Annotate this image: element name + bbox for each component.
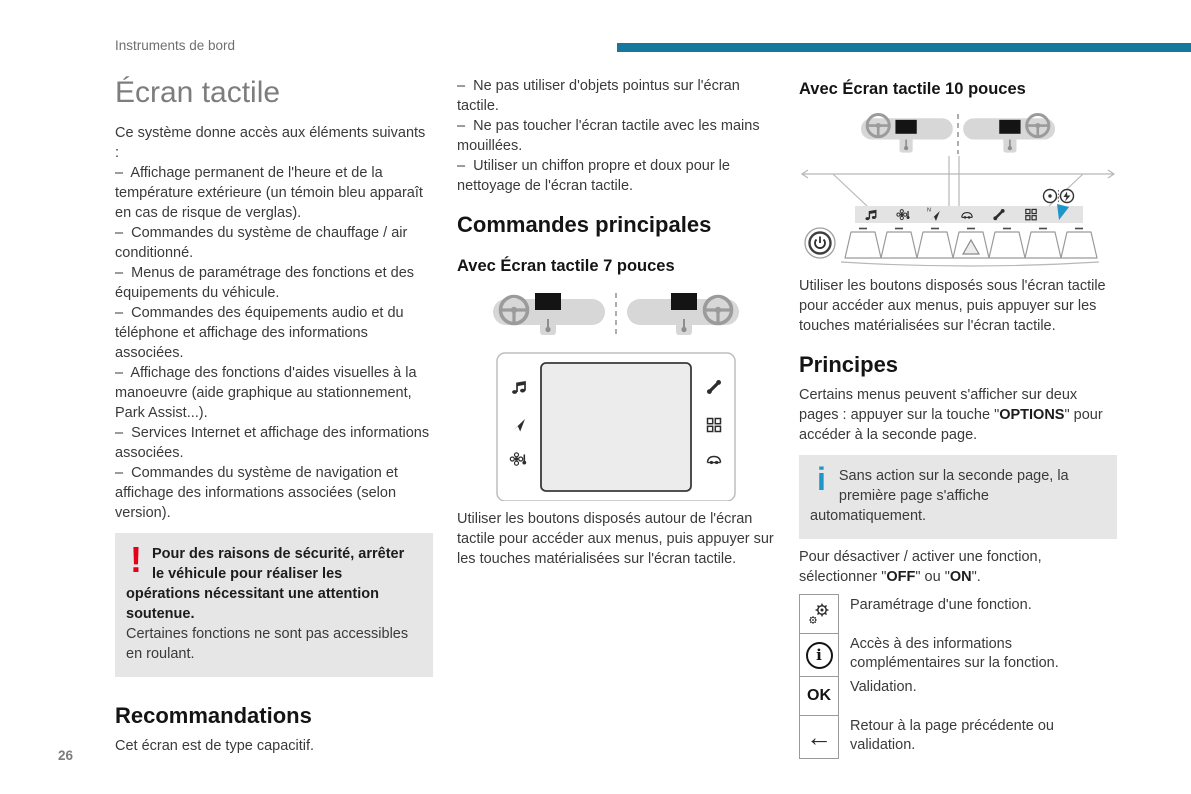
steering-wheel-right-drive-icon [963,114,1055,152]
diagram-7-inch-screen [457,289,775,501]
bullet-item: – Ne pas utiliser d'objets pointus sur l'écran tactile. [457,78,744,114]
toggle-text: Pour désactiver / activer une fonction, sélectionner "OFF" ou "ON". [799,549,1042,586]
back-arrow-icon: ← [799,715,839,759]
nav-north-label: N [927,207,931,214]
column-right [799,76,1117,759]
legend-row: Paramétrage d'une fonction. [799,595,1117,634]
principes-text: Certains menus peuvent s'afficher sur deux pages : appuyer sur la touche "OPTIONS" pour accéder à la seconde page. [799,387,1103,444]
caption-10-inch: Utiliser les boutons disposés sous l'écran tactile pour accéder aux menus, puis appuyer sur les touches matérialisées sur l'écran tactile. [799,277,1106,334]
legend-row: i Accès à des informations complémentaires sur la fonction. [799,634,1117,677]
info-icon: i [817,461,826,498]
page-title: Écran tactile [115,76,281,109]
caption-7-inch: Utiliser les boutons disposés autour de l'écran tactile pour accéder aux menus, puis appuyer sur les touches matérialisées sur l'écran tactile. [457,511,774,568]
diagram-10-inch-screen [799,110,1117,268]
power-button-icon [805,228,835,258]
bullet-item: – Affichage permanent de l'heure et de la température extérieure (un témoin bleu apparaît en cas de risque de verglas). [115,165,427,221]
info-circle-icon: i [799,633,839,677]
bullet-item: – Commandes des équipements audio et du téléphone et affichage des informations associées. [115,305,408,361]
breadcrumb: Instruments de bord [115,38,236,53]
subsection-10-inch: Avec Écran tactile 10 pouces [799,80,1026,98]
ok-button-label: OK [799,676,839,716]
settings-gears-icon [799,594,839,634]
steering-wheel-left-drive-icon [493,293,605,335]
intro-text: Ce système donne accès aux éléments suivants : [115,125,426,161]
icon-legend [799,595,1117,759]
touch-screen [541,363,691,491]
section-title-commandes: Commandes principales [457,212,712,237]
warning-bold-text: Pour des raisons de sécurité, arrêter le véhicule pour réaliser les opérations nécessitant une attention soutenue. [126,546,405,622]
info-box [799,455,1117,539]
ambient-settings-icon [1044,189,1057,202]
steering-wheel-left-drive-icon [861,114,953,152]
charge-icon [1061,189,1074,202]
warning-normal-text: Certaines fonctions ne sont pas accessibles en roulant. [126,626,409,662]
bullet-item: – Ne pas toucher l'écran tactile avec les mains mouillées. [457,118,764,154]
steering-wheel-right-drive-icon [627,293,739,335]
bullet-item: – Commandes du système de chauffage / air conditionné. [115,225,412,261]
section-title-principes: Principes [799,351,899,377]
column-middle [457,76,775,569]
bullet-item: – Menus de paramétrage des fonctions et des équipements du véhicule. [115,265,419,301]
column-left [115,76,433,756]
bullet-item: – Affichage des fonctions d'aides visuelles à la manoeuvre (aide graphique au stationnement, Park Assist...). [115,365,421,421]
accent-bar [617,43,1191,52]
bullet-item: – Services Internet et affichage des informations associées. [115,425,434,461]
warning-exclamation-icon: ! [130,539,142,580]
page-number: 26 [58,748,74,763]
bullet-item: – Commandes du système de navigation et affichage des informations associées (selon version). [115,465,402,521]
section-title-recommandations: Recommandations [115,703,312,728]
legend-row: OK Validation. [799,677,1117,716]
info-text: Sans action sur la seconde page, la première page s'affiche automatiquement. [810,468,1069,525]
subsection-7-inch: Avec Écran tactile 7 pouces [457,257,675,276]
warning-box [115,533,433,677]
legend-row: ← Retour à la page précédente ou validation. [799,716,1117,759]
bullet-item: – Utiliser un chiffon propre et doux pour le nettoyage de l'écran tactile. [457,158,735,194]
icon-strip [855,206,1083,223]
recommandations-text: Cet écran est de type capacitif. [115,738,315,755]
